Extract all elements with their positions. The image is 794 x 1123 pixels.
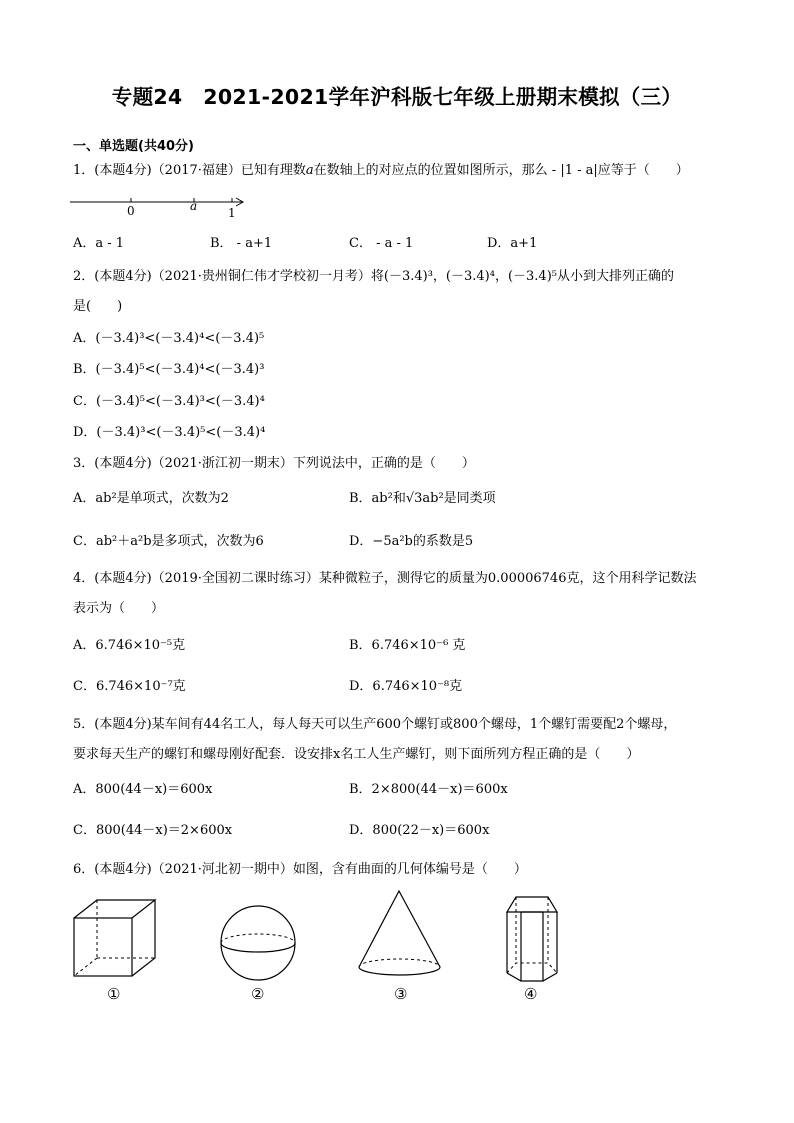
nl-label-a: a (190, 199, 198, 213)
q1-var: a (305, 163, 314, 178)
question-6-stem: 6．(本题4分)（2021·河北初一期中）如图，含有曲面的几何体编号是（ ） (73, 862, 527, 877)
q1-stem-head: 1．(本题4分)（2017·福建）已知有理数 (73, 163, 306, 178)
q4-option-b: B．6.746×10⁻⁶ 克 (349, 638, 466, 653)
number-line (70, 192, 250, 222)
question-5-stem: 5．(本题4分)某车间有44名工人，每人每天可以生产600个螺钉或800个螺母，1个螺钉需要配2个螺母， (73, 717, 677, 732)
question-5-stem-line2: 要求每天生产的螺钉和螺母刚好配套．设安排x名工人生产螺钉，则下面所列方程正确的是（ ） (73, 747, 640, 762)
q1-option-c: C． - a - 1 (349, 236, 414, 251)
cube-figure (72, 898, 162, 1008)
q5-option-b: B．2×800(44－x)＝600x (349, 782, 508, 797)
figure-label-3: ③ (394, 985, 408, 1003)
q5-option-c: C．800(44－x)＝2×600x (73, 823, 233, 838)
q4-option-c: C．6.746×10⁻⁷克 (73, 679, 186, 694)
cone-figure (357, 888, 447, 1008)
q1-option-a: A．a - 1 (73, 236, 125, 251)
q1-option-d: D．a+1 (487, 236, 538, 251)
question-2-stem-line2: 是( ) (73, 299, 123, 314)
q2-option-a: A．(－3.4)³<(－3.4)⁴<(－3.4)⁵ (73, 331, 265, 346)
q4-option-d: D．6.746×10⁻⁸克 (349, 679, 463, 694)
q5-option-d: D．800(22－x)＝600x (349, 823, 490, 838)
question-4-stem-line2: 表示为（ ） (73, 601, 165, 616)
q1-stem-tail: 在数轴上的对应点的位置如图所示，那么 - |1 - a|应等于（ ） (313, 163, 689, 178)
nl-label-1: 1 (228, 206, 236, 220)
question-2-stem: 2．(本题4分)（2021·贵州铜仁伟才学校初一月考）将(－3.4)³，(－3.4)⁴，(－3.4)⁵从小到大排列正确的 (73, 269, 674, 284)
figure-label-2: ② (251, 985, 265, 1003)
q1-option-b: B． - a+1 (210, 236, 273, 251)
figure-label-4: ④ (524, 985, 538, 1003)
q3-option-d: D．−5a²b的系数是5 (349, 534, 474, 549)
q2-option-c: C．(－3.4)⁵<(－3.4)³<(－3.4)⁴ (73, 394, 265, 409)
question-4-stem: 4．(本题4分)（2019·全国初二课时练习）某种微粒子，测得它的质量为0.00006746克，这个用科学记数法 (73, 571, 697, 586)
page-title: 专题24 2021-2021学年沪科版七年级上册期末模拟（三） (111, 85, 683, 109)
q3-option-a: A．ab²是单项式，次数为2 (73, 491, 229, 506)
q3-option-b: B．ab²和√3ab²是同类项 (349, 491, 496, 506)
sphere-figure (220, 898, 300, 1008)
q2-option-d: D．(－3.4)³<(－3.4)⁵<(－3.4)⁴ (73, 425, 266, 440)
question-3-stem: 3．(本题4分)（2021·浙江初一期末）下列说法中，正确的是（ ） (73, 456, 475, 471)
prism-figure (505, 895, 565, 1007)
q3-option-c: C．ab²＋a²b是多项式，次数为6 (73, 534, 264, 549)
nl-label-0: 0 (127, 204, 135, 218)
question-1-stem (73, 163, 689, 179)
q4-option-a: A．6.746×10⁻⁵克 (73, 638, 186, 653)
section-heading: 一、单选题(共40分) (73, 139, 194, 154)
figure-label-1: ① (107, 985, 121, 1003)
q2-option-b: B．(－3.4)⁵<(－3.4)⁴<(－3.4)³ (73, 362, 265, 377)
q5-option-a: A．800(44－x)＝600x (73, 782, 213, 797)
